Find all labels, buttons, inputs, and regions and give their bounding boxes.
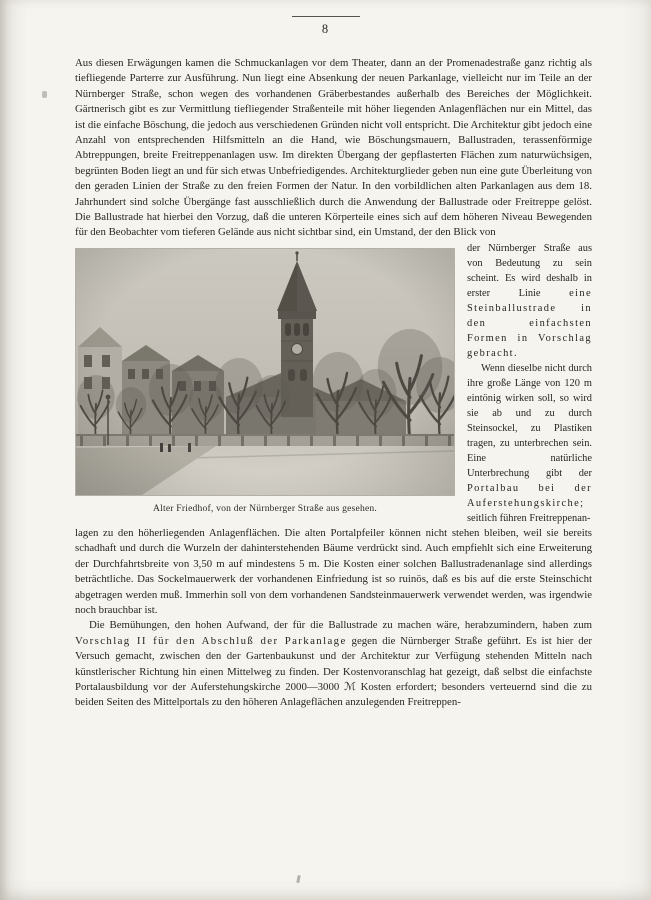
text-segment: Wenn dieselbe nicht durch ihre große Länge von 120 m eintönig wirken soll, so wird sie ab und zu durch Steinsockel, zu Plastiken tragen, zu unterbrechen sein. Eine natürliche Unterbrechung gibt der xyxy=(467,362,592,479)
text-segment: gegen die Nürnberger Straße geführt. Es ist hier der Versuch gemacht, zwischen den der Gartenbaukunst und der Architektur zur Verfügung stehenden Mitteln nach künstlerischer Richtung hin einen Mittelweg zu finden. Der Kostenvoranschlag hat gezeigt, daß selbst die einfachste Portalausbildung vor der Auferstehungskirche 2000—3000 ℳ Kosten erfordert; besonders verteuernd sind die zu beiden Seiten des Mittelportals zu den höheren Anlageflächen anzulegenden Freitreppen- xyxy=(75,634,593,709)
page-header xyxy=(0,16,651,37)
emphasized-text: Portalbau bei der Auferstehungskirche; xyxy=(467,482,592,509)
paragraph-main-2: lagen zu den höherliegenden Anlagenflächen. Die alten Portalpfeiler können nicht stehen bleiben, weil sie bereits schadhaft und durch die Wurzeln der dahinterstehenden Bäume verdrückt sind. Auch empfiehlt sich eine Erweiterung der Durchfahrtsbreite von 3,50 m auf mindestens 5 m. Die Kosten einer solchen Ballustradenanlage sind allerdings beträchtliche. Das Sockelmauerwerk der vorhandenen Einfriedung ist so ruinös, daß es bis auf die erste Steinschicht abgetragen werden muß. Immerhin soll von dem vorhandenen Sandsteinmauerwerk verwendet werden, was irgendwie noch brauchbar ist. xyxy=(75,526,592,616)
cemetery-photo-illustration xyxy=(76,249,454,495)
paragraph-main-1: Aus diesen Erwägungen kamen die Schmuckanlagen vor dem Theater, dann an der Promenadestraße ganz richtig als tiefliegende Parterre zur Ausführung. Nun liegt eine Absenkung der neuen Parkanlage, vielleicht nur im Teile an der Nürnberger Straße, schon wegen des vorhandenen Gräberbestandes außerhalb des Bereiches der Möglichkeit. Gärtnerisch gibt es zur Vermittlung tiefliegender Straßenteile mit höher liegenden Anlagenflächen nur ein Mittel, das ist die einfache Böschung, die jedoch aus verschiedenen Gründen nicht voll entspricht. Die Architektur gibt jedoch eine Anzahl von entsprechenden Hilfsmitteln an die Hand, wie Böschungsmauern, Ballustraden, terassenförmige Abtreppungen, breite Freitreppenanlagen usw. Im direkten Übergang der gepflasterten Flächen zum naturwüchsigen, begrünten Boden liegt an und für sich etwas Unbefriedigendes. Architekturglieder geben nun eine gute Überleitung von den geraden Linien der Straße zu den freien Formen der Natur. In den vorbildlichen alten Parkanlagen aus dem 18. Jahrhundert sind solche Übergänge fast ausschließlich durch die Anwendung der Ballustrade oder Freitreppe gelöst. Die Ballustrade hat hierbei den Vorzug, daß die unteren Körperteile eines sich auf dem höheren Niveau Bewegenden für den Beobachter vom tieferen Gelände aus nicht sichtbar sind, ein Umstand, der den Blick von xyxy=(75,57,592,239)
page-number: 8 xyxy=(321,22,330,36)
emphasized-text: eine Steinballustrade in den einfachsten Formen in Vorschlag gebracht. xyxy=(467,287,592,359)
text-segment: seitlich führen Freitreppenan- xyxy=(467,512,591,524)
paragraph-main-3 xyxy=(75,618,592,710)
figure-caption: Alter Friedhof, von der Nürnberger Straße aus gesehen. xyxy=(152,502,378,514)
article-body xyxy=(75,56,592,711)
scan-mark xyxy=(296,875,301,883)
header-rule xyxy=(292,16,360,17)
text-segment: Die Bemühungen, den hohen Aufwand, der für die Ballustrade zu machen wäre, herabzumindern, haben zum xyxy=(89,619,592,632)
scan-smudge xyxy=(42,91,47,98)
figure-old-cemetery xyxy=(75,248,455,515)
text-segment: der Nürnberger Straße aus von Bedeutung zu sein scheint. Es wird deshalb in erster Linie xyxy=(467,242,592,299)
emphasized-text: Vorschlag II für den Abschluß der Parkanlage xyxy=(75,634,347,647)
photo-old-cemetery xyxy=(75,248,455,496)
